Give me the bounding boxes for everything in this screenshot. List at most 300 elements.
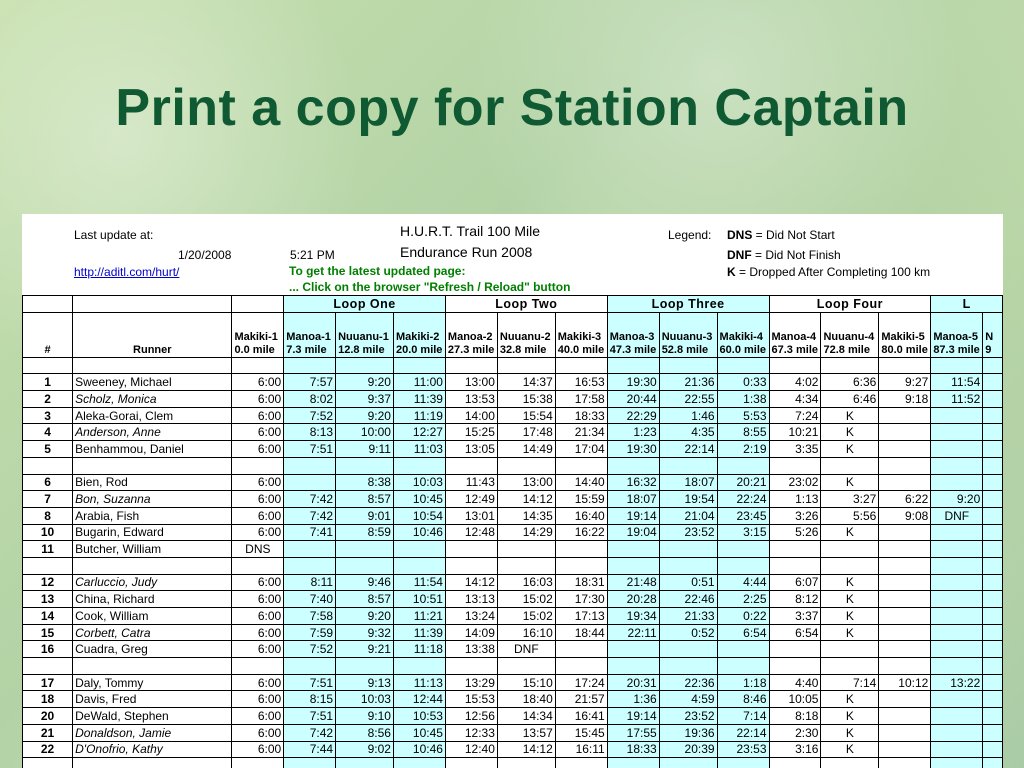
empty-cell <box>879 407 931 424</box>
split-time: 22:55 <box>659 391 717 408</box>
bib-number: 4 <box>23 424 73 441</box>
update-date: 1/20/2008 <box>178 248 232 262</box>
empty-cell <box>445 557 497 574</box>
split-time: 7:41 <box>284 524 336 541</box>
col-header-station <box>284 312 336 357</box>
split-time: 19:14 <box>607 507 659 524</box>
empty-cell <box>659 658 717 675</box>
empty-cell <box>931 624 983 641</box>
split-time: 9:46 <box>336 574 394 591</box>
split-time: 12:56 <box>445 708 497 725</box>
empty-cell <box>607 758 659 768</box>
legend-label: Legend: <box>668 228 712 242</box>
split-time: 11:03 <box>393 441 445 458</box>
empty-cell <box>336 658 394 675</box>
split-time: 15:38 <box>497 391 555 408</box>
table-row <box>23 624 1003 641</box>
empty-cell <box>879 691 931 708</box>
spacer-row <box>23 557 1003 574</box>
empty-cell <box>931 708 983 725</box>
split-time: 6:00 <box>232 608 284 625</box>
split-time: 4:34 <box>769 391 821 408</box>
runner-name: Donaldson, Jamie <box>73 724 232 741</box>
empty-cell <box>931 758 983 768</box>
empty-cell <box>73 296 232 313</box>
split-time: 6:00 <box>232 741 284 758</box>
split-time: 7:51 <box>284 674 336 691</box>
station-name: Nuuanu-2 <box>499 330 551 343</box>
split-time: 7:40 <box>284 591 336 608</box>
split-time: 3:27 <box>821 491 879 508</box>
split-time: 13:00 <box>445 374 497 391</box>
split-time: 7:51 <box>284 441 336 458</box>
split-time: 16:11 <box>555 741 607 758</box>
empty-cell <box>607 457 659 474</box>
split-time: 9:27 <box>879 374 931 391</box>
split-time: 10:21 <box>769 424 821 441</box>
station-distance: 12.8 mile <box>338 343 385 356</box>
empty-cell <box>393 658 445 675</box>
loop-label: Loop Two <box>445 296 607 313</box>
empty-cell <box>73 758 232 768</box>
split-time: 9:08 <box>879 507 931 524</box>
split-time: 13:57 <box>497 724 555 741</box>
empty-cell <box>983 758 1003 768</box>
refresh-instruction-2: ... Click on the browser "Refresh / Reload" button <box>289 280 571 294</box>
col-header-station <box>769 312 821 357</box>
split-time: 6:22 <box>879 491 931 508</box>
split-time: 7:14 <box>717 708 769 725</box>
split-time: 23:45 <box>717 507 769 524</box>
split-time: 21:36 <box>659 374 717 391</box>
split-time: 9:20 <box>336 374 394 391</box>
empty-cell <box>983 741 1003 758</box>
split-time: 12:49 <box>445 491 497 508</box>
split-time: 23:52 <box>659 708 717 725</box>
split-time: 14:34 <box>497 708 555 725</box>
slide-title: Print a copy for Station Captain <box>115 79 909 137</box>
col-header-station <box>659 312 717 357</box>
empty-cell <box>284 658 336 675</box>
split-time: 10:00 <box>336 424 394 441</box>
split-time: 4:44 <box>717 574 769 591</box>
split-time: 9:10 <box>336 708 394 725</box>
empty-cell <box>336 758 394 768</box>
bib-number: 5 <box>23 441 73 458</box>
empty-cell <box>23 357 73 374</box>
split-time: 1:18 <box>717 674 769 691</box>
split-time: 7:24 <box>769 407 821 424</box>
station-name: Makiki-1 <box>234 330 278 343</box>
empty-cell <box>879 741 931 758</box>
empty-cell <box>879 441 931 458</box>
split-time: 11:39 <box>393 391 445 408</box>
split-time: 4:35 <box>659 424 717 441</box>
split-time: 9:20 <box>931 491 983 508</box>
split-time: 15:25 <box>445 424 497 441</box>
runner-name: Cuadra, Greg <box>73 641 232 658</box>
split-time: 16:32 <box>607 474 659 491</box>
split-time: 17:13 <box>555 608 607 625</box>
split-time: 17:48 <box>497 424 555 441</box>
split-time: 0:51 <box>659 574 717 591</box>
station-name: Nuuanu-3 <box>661 330 713 343</box>
split-time: 14:37 <box>497 374 555 391</box>
table-row <box>23 374 1003 391</box>
table-row <box>23 507 1003 524</box>
split-time: 8:15 <box>284 691 336 708</box>
empty-cell <box>769 557 821 574</box>
station-distance: 87.3 mile <box>933 343 980 356</box>
results-spreadsheet <box>22 214 1003 768</box>
empty-cell <box>659 457 717 474</box>
split-time: 15:53 <box>445 691 497 708</box>
empty-cell <box>879 574 931 591</box>
empty-cell <box>983 708 1003 725</box>
split-time: 16:22 <box>555 524 607 541</box>
bib-number: 7 <box>23 491 73 508</box>
empty-cell <box>821 641 879 658</box>
empty-cell <box>983 608 1003 625</box>
col-header-number: # <box>23 312 73 357</box>
split-time: 13:22 <box>931 674 983 691</box>
table-row <box>23 608 1003 625</box>
legend-k: K = Dropped After Completing 100 km <box>727 265 931 279</box>
station-name: Nuuanu-1 <box>338 330 389 343</box>
split-time: 21:33 <box>659 608 717 625</box>
split-time: 20:44 <box>607 391 659 408</box>
empty-cell <box>23 658 73 675</box>
empty-cell <box>983 591 1003 608</box>
loop-label: Loop One <box>284 296 446 313</box>
runner-name: Arabia, Fish <box>73 507 232 524</box>
col-header-station <box>821 312 879 357</box>
split-time: 4:40 <box>769 674 821 691</box>
split-time: 11:18 <box>393 641 445 658</box>
runner-name: Benhammou, Daniel <box>73 441 232 458</box>
split-time: 15:59 <box>555 491 607 508</box>
split-time: 6:00 <box>232 441 284 458</box>
table-row <box>23 591 1003 608</box>
split-time: 18:40 <box>497 691 555 708</box>
split-time: 1:13 <box>769 491 821 508</box>
empty-cell <box>879 541 931 558</box>
empty-cell <box>73 557 232 574</box>
split-time: 9:11 <box>336 441 394 458</box>
table-row <box>23 407 1003 424</box>
split-time: 17:55 <box>607 724 659 741</box>
empty-cell <box>445 658 497 675</box>
station-distance: 27.3 mile <box>447 343 495 356</box>
empty-cell <box>607 658 659 675</box>
split-time: 5:53 <box>717 407 769 424</box>
empty-cell <box>983 674 1003 691</box>
station-name: Nuuanu-4 <box>823 330 875 343</box>
split-time: 0:52 <box>659 624 717 641</box>
split-time: 23:52 <box>659 524 717 541</box>
empty-cell <box>769 641 821 658</box>
empty-cell <box>931 641 983 658</box>
empty-cell <box>555 557 607 574</box>
loop-label: Loop Three <box>607 296 769 313</box>
last-update-label: Last update at: <box>74 228 154 242</box>
split-time: 11:13 <box>393 674 445 691</box>
split-time: 20:31 <box>607 674 659 691</box>
empty-cell <box>717 758 769 768</box>
split-time: 15:54 <box>497 407 555 424</box>
empty-cell <box>879 724 931 741</box>
split-time: 7:14 <box>821 674 879 691</box>
station-distance: 40.0 mile <box>557 343 605 356</box>
empty-cell <box>555 658 607 675</box>
table-row <box>23 641 1003 658</box>
split-time: 10:45 <box>393 491 445 508</box>
legend-dns: DNS = Did Not Start <box>727 228 835 242</box>
split-time: 15:10 <box>497 674 555 691</box>
split-time: 11:21 <box>393 608 445 625</box>
station-name: Makiki-2 <box>395 330 440 343</box>
table-row <box>23 674 1003 691</box>
station-distance: 80.0 mile <box>881 343 928 356</box>
split-time: 0:33 <box>717 374 769 391</box>
empty-cell <box>232 357 284 374</box>
split-time: 16:03 <box>497 574 555 591</box>
split-time: 10:46 <box>393 524 445 541</box>
split-time: 1:46 <box>659 407 717 424</box>
empty-cell <box>393 357 445 374</box>
empty-cell <box>497 758 555 768</box>
split-time: K <box>821 624 879 641</box>
split-time: 18:44 <box>555 624 607 641</box>
col-header-runner: Runner <box>73 312 232 357</box>
empty-cell <box>931 474 983 491</box>
empty-cell <box>445 758 497 768</box>
split-time: 11:39 <box>393 624 445 641</box>
split-time: 20:39 <box>659 741 717 758</box>
empty-cell <box>983 557 1003 574</box>
empty-cell <box>717 541 769 558</box>
empty-cell <box>983 441 1003 458</box>
split-time: 10:46 <box>393 741 445 758</box>
split-time: 20:21 <box>717 474 769 491</box>
split-time: 8:57 <box>336 591 394 608</box>
empty-cell <box>769 758 821 768</box>
empty-cell <box>983 624 1003 641</box>
empty-cell <box>23 557 73 574</box>
split-time: 7:42 <box>284 507 336 524</box>
split-times-table <box>22 295 1003 768</box>
results-link[interactable]: http://aditl.com/hurt/ <box>74 265 180 279</box>
split-time: 16:41 <box>555 708 607 725</box>
empty-cell <box>284 758 336 768</box>
spacer-row <box>23 357 1003 374</box>
split-time: 3:37 <box>769 608 821 625</box>
station-name: Manoa-2 <box>447 330 493 343</box>
refresh-instruction-1: To get the latest updated page: <box>289 264 466 278</box>
split-time: 23:02 <box>769 474 821 491</box>
empty-cell <box>931 724 983 741</box>
split-time: 11:54 <box>393 574 445 591</box>
split-time: 19:14 <box>607 708 659 725</box>
station-distance: 20.0 mile <box>395 343 443 356</box>
runner-name: Daly, Tommy <box>73 674 232 691</box>
empty-cell <box>983 391 1003 408</box>
empty-cell <box>497 541 555 558</box>
split-time: 0:22 <box>717 608 769 625</box>
empty-cell <box>931 557 983 574</box>
table-row <box>23 524 1003 541</box>
empty-cell <box>232 457 284 474</box>
split-time: 2:19 <box>717 441 769 458</box>
split-time: 9:20 <box>336 407 394 424</box>
split-time: 16:10 <box>497 624 555 641</box>
bib-number: 1 <box>23 374 73 391</box>
split-time: 6:54 <box>717 624 769 641</box>
empty-cell <box>607 557 659 574</box>
empty-cell <box>931 441 983 458</box>
split-time: 16:53 <box>555 374 607 391</box>
split-time: 11:19 <box>393 407 445 424</box>
split-time: 13:24 <box>445 608 497 625</box>
bib-number: 2 <box>23 391 73 408</box>
empty-cell <box>931 574 983 591</box>
empty-cell <box>232 658 284 675</box>
split-time: 9:02 <box>336 741 394 758</box>
split-time: 18:07 <box>607 491 659 508</box>
bib-number: 22 <box>23 741 73 758</box>
split-time: 13:01 <box>445 507 497 524</box>
split-time: 12:44 <box>393 691 445 708</box>
empty-cell <box>879 658 931 675</box>
runner-name: Butcher, William <box>73 541 232 558</box>
split-time: 14:29 <box>497 524 555 541</box>
split-time: 1:23 <box>607 424 659 441</box>
table-row <box>23 691 1003 708</box>
empty-cell <box>931 424 983 441</box>
empty-cell <box>717 641 769 658</box>
station-distance: 67.3 mile <box>771 343 818 356</box>
table-row <box>23 741 1003 758</box>
table-row <box>23 574 1003 591</box>
empty-cell <box>983 724 1003 741</box>
split-time: 8:46 <box>717 691 769 708</box>
split-time: DNS <box>232 541 284 558</box>
split-time: 3:16 <box>769 741 821 758</box>
split-time: 14:09 <box>445 624 497 641</box>
bib-number: 13 <box>23 591 73 608</box>
bib-number: 16 <box>23 641 73 658</box>
empty-cell <box>555 641 607 658</box>
bib-number: 17 <box>23 674 73 691</box>
bib-number: 6 <box>23 474 73 491</box>
split-time: K <box>821 708 879 725</box>
empty-cell <box>393 758 445 768</box>
empty-cell <box>659 557 717 574</box>
split-time: 1:36 <box>607 691 659 708</box>
split-time: 10:45 <box>393 724 445 741</box>
split-time: 9:13 <box>336 674 394 691</box>
split-time: 8:13 <box>284 424 336 441</box>
split-time: K <box>821 691 879 708</box>
station-name: Makiki-4 <box>719 330 763 343</box>
empty-cell <box>607 641 659 658</box>
runner-name: Aleka-Gorai, Clem <box>73 407 232 424</box>
empty-cell <box>555 758 607 768</box>
empty-cell <box>983 524 1003 541</box>
empty-cell <box>879 758 931 768</box>
split-time: K <box>821 591 879 608</box>
split-time: 6:00 <box>232 374 284 391</box>
empty-cell <box>769 541 821 558</box>
station-name: Manoa-4 <box>771 330 817 343</box>
split-time: 10:12 <box>879 674 931 691</box>
split-time: 6:54 <box>769 624 821 641</box>
empty-cell <box>717 357 769 374</box>
split-time: 12:27 <box>393 424 445 441</box>
split-time: 19:30 <box>607 374 659 391</box>
split-time: 19:04 <box>607 524 659 541</box>
runner-name: Cook, William <box>73 608 232 625</box>
station-distance: 0.0 mile <box>234 343 275 356</box>
split-time: 6:00 <box>232 424 284 441</box>
split-time: 6:00 <box>232 507 284 524</box>
split-time: 9:20 <box>336 608 394 625</box>
split-time: 8:55 <box>717 424 769 441</box>
split-time: 3:15 <box>717 524 769 541</box>
split-time: 8:11 <box>284 574 336 591</box>
empty-cell <box>983 424 1003 441</box>
empty-cell <box>607 541 659 558</box>
empty-cell <box>393 557 445 574</box>
split-time: 7:51 <box>284 708 336 725</box>
runner-name: Bugarin, Edward <box>73 524 232 541</box>
split-time: 20:28 <box>607 591 659 608</box>
empty-cell <box>336 357 394 374</box>
empty-cell <box>879 641 931 658</box>
split-time: 10:05 <box>769 691 821 708</box>
runner-name: Corbett, Catra <box>73 624 232 641</box>
bib-number: 18 <box>23 691 73 708</box>
split-time: 9:37 <box>336 391 394 408</box>
split-time: 22:24 <box>717 491 769 508</box>
empty-cell <box>931 457 983 474</box>
split-time: 13:38 <box>445 641 497 658</box>
split-time: 3:35 <box>769 441 821 458</box>
empty-cell <box>284 457 336 474</box>
empty-cell <box>931 541 983 558</box>
col-header-station <box>983 312 1003 357</box>
bib-number: 21 <box>23 724 73 741</box>
empty-cell <box>821 758 879 768</box>
split-time: 18:33 <box>555 407 607 424</box>
empty-cell <box>717 457 769 474</box>
table-row <box>23 724 1003 741</box>
empty-cell <box>931 524 983 541</box>
empty-cell <box>931 591 983 608</box>
split-time: K <box>821 474 879 491</box>
empty-cell <box>879 424 931 441</box>
table-row <box>23 391 1003 408</box>
empty-cell <box>931 658 983 675</box>
empty-cell <box>659 357 717 374</box>
split-time: 15:45 <box>555 724 607 741</box>
split-time: 7:58 <box>284 608 336 625</box>
empty-cell <box>983 474 1003 491</box>
split-time: 9:18 <box>879 391 931 408</box>
empty-cell <box>232 557 284 574</box>
split-time: DNF <box>497 641 555 658</box>
col-header-station <box>497 312 555 357</box>
